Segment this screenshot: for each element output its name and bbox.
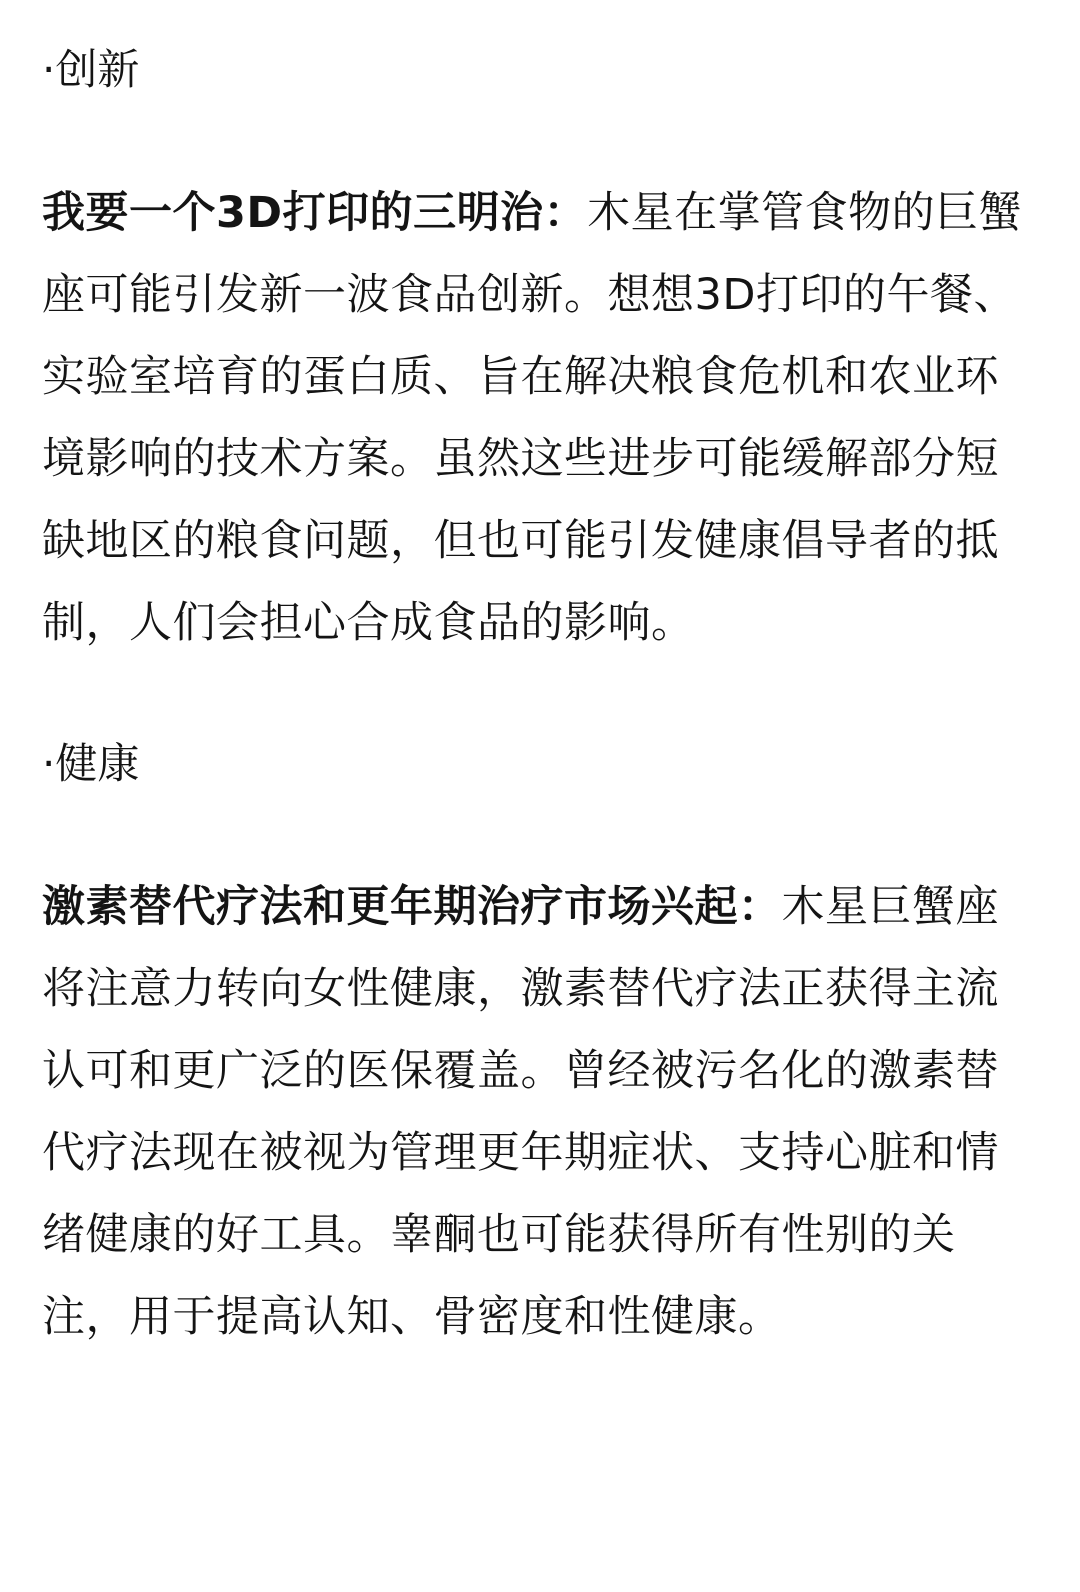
paragraph-health — [42, 866, 1036, 1358]
paragraph-innovation — [42, 172, 1036, 664]
paragraph-lead-innovation: 我要一个3D打印的三明治： — [42, 188, 588, 238]
section-heading-health: ·健康 — [42, 739, 140, 788]
paragraph-lead-health: 激素替代疗法和更年期治疗市场兴起： — [42, 882, 782, 932]
section-heading-innovation: ·创新 — [42, 45, 140, 94]
paragraph-body-health: 木星巨蟹座将注意力转向女性健康，激素替代疗法正获得主流认可和更广泛的医保覆盖。曾经被污名化的激素替代疗法现在被视为管理更年期症状、支持心脏和情绪健康的好工具。睾酮也可能获得所有性别的关注，用于提高认知、骨密度和性健康。 — [42, 882, 999, 1342]
paragraph-body-innovation: 木星在掌管食物的巨蟹座可能引发新一波食品创新。想想3D打印的午餐、实验室培育的蛋白质、旨在解决粮食危机和农业环境影响的技术方案。虽然这些进步可能缓解部分短缺地区的粮食问题，但也可能引发健康倡导者的抵制，人们会担心合成食品的影响。 — [42, 188, 1023, 648]
